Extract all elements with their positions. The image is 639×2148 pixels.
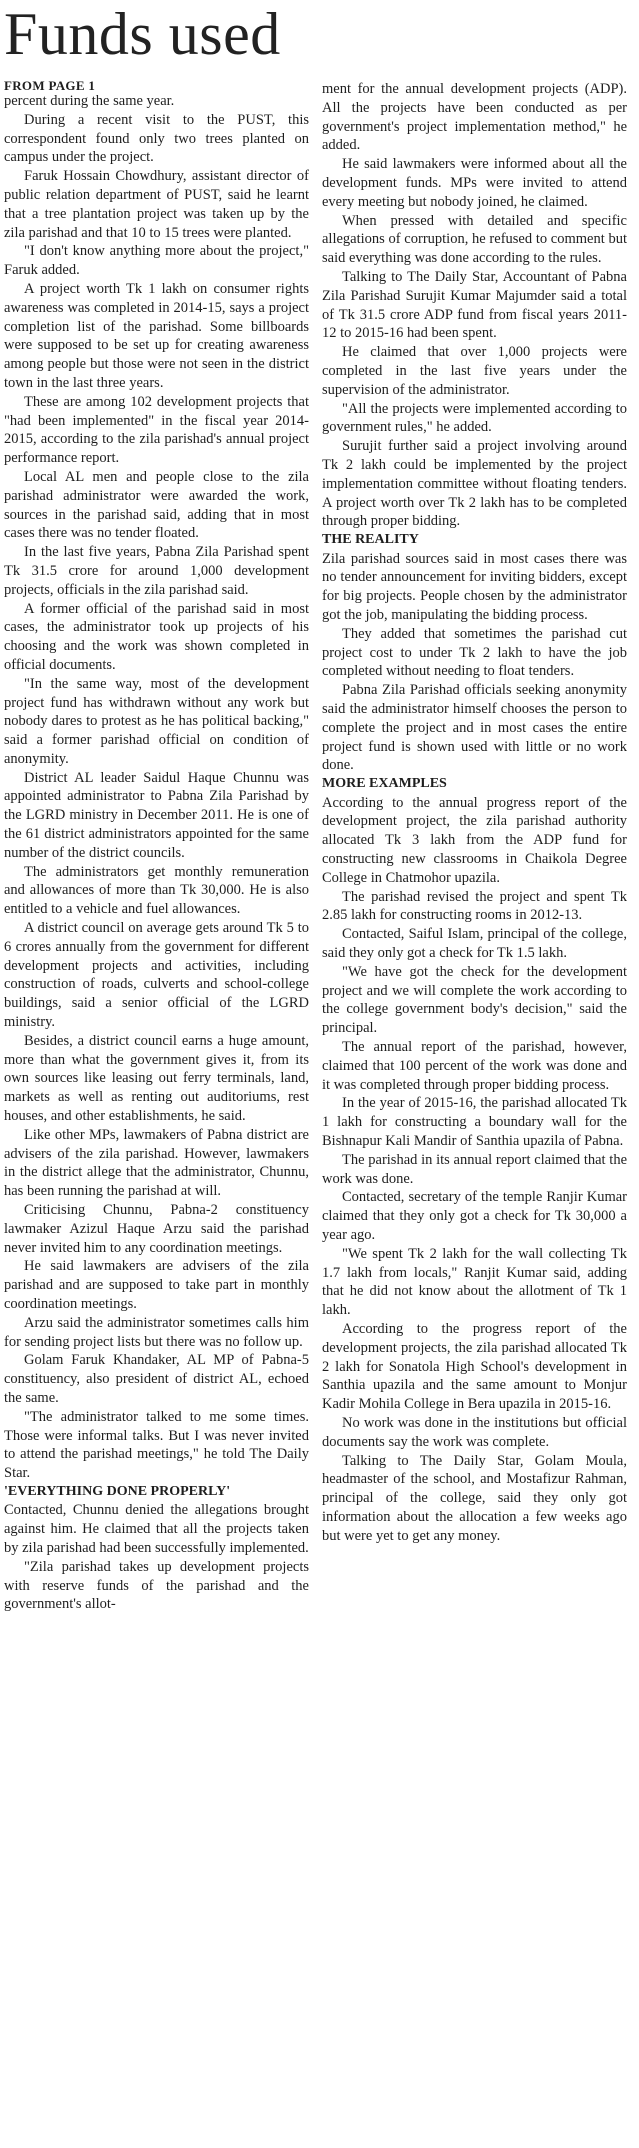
article-paragraph: The parishad in its annual report claimed that the work was done. xyxy=(322,1151,627,1187)
article-paragraph: Zila parishad sources said in most cases there was no tender announcement for inviting bidders, except for big projects. People chosen by the administrator got the job, manipulating the bidding process. xyxy=(322,550,627,624)
article-paragraph: In the year of 2015-16, the parishad allocated Tk 1 lakh for constructing a boundary wall for the Bishnapur Kali Mandir of Santhia upazila of Pabna. xyxy=(322,1095,627,1150)
left-column-body xyxy=(4,92,309,1614)
section-subhead: 'EVERYTHING DONE PROPERLY' xyxy=(4,1483,231,1499)
article-paragraph: The administrators get monthly remuneration and allowances of more than Tk 30,000. He is also entitled to a vehicle and fuel allowances. xyxy=(4,863,309,918)
article-paragraph: In the last five years, Pabna Zila Parishad spent Tk 31.5 crore for around 1,000 development projects, officials in the zila parishad said. xyxy=(4,544,309,598)
article-paragraph: A former official of the parishad said in most cases, the administrator took up projects of his choosing and the work was shown completed in official documents. xyxy=(4,600,309,673)
article-paragraph: They added that sometimes the parishad cut project cost to under Tk 2 lakh to have the job completed without needing to float tenders. xyxy=(322,625,627,680)
article-paragraph: The annual report of the parishad, however, claimed that 100 percent of the work was done and it was completed through proper bidding process. xyxy=(322,1039,627,1093)
article-paragraph: Contacted, Chunnu denied the allegations brought against him. He claimed that all the projects taken by zila parishad had been successfully implemented. xyxy=(4,1502,309,1557)
article-paragraph: The parishad revised the project and spent Tk 2.85 lakh for constructing rooms in 2012-13. xyxy=(322,888,627,924)
article-paragraph: During a recent visit to the PUST, this correspondent found only two trees planted on campus under the project. xyxy=(4,111,309,166)
article-column-right xyxy=(322,80,627,1546)
article-paragraph: Local AL men and people close to the zila parishad administrator were awarded the work, sources in the parishad said, adding that in most cases there was no tender floated. xyxy=(4,468,309,542)
article-paragraph: "I don't know anything more about the project," Faruk added. xyxy=(4,243,309,279)
article-column-left xyxy=(4,80,309,1614)
article-paragraph: Like other MPs, lawmakers of Pabna district are advisers of the zila parishad. However, lawmakers in the district allege that the administrator, Chunnu, has been running the parishad at will. xyxy=(4,1126,309,1200)
article-paragraph: "Zila parishad takes up development projects with reserve funds of the parishad and the government's allot- xyxy=(4,1558,309,1613)
article-paragraph: "All the projects were implemented according to government rules," he added. xyxy=(322,400,627,436)
right-column-body xyxy=(322,80,627,1546)
article-paragraph: When pressed with detailed and specific allegations of corruption, he refused to comment but said everything was done according to the rules. xyxy=(322,212,627,267)
section-subhead: MORE EXAMPLES xyxy=(322,776,447,792)
article-paragraph: Criticising Chunnu, Pabna-2 constituency lawmaker Azizul Haque Arzu said the parishad never invited him to any coordination meetings. xyxy=(4,1202,309,1256)
article-paragraph: These are among 102 development projects that "had been implemented" in the fiscal year 2014-2015, according to the zila parishad's annual project performance report. xyxy=(4,393,309,467)
article-paragraph: "In the same way, most of the development project fund has withdrawn without any work but nobody dares to protest as he has political backing," said a former parishad official on condition of anonymity. xyxy=(4,675,309,767)
article-paragraph: Talking to The Daily Star, Accountant of Pabna Zila Parishad Surujit Kumar Majumder said a total of Tk 31.5 crore ADP fund from fiscal years 2011-12 to 2015-16 had been spent. xyxy=(322,268,627,342)
article-paragraph: According to the annual progress report of the development project, the zila parishad authority allocated Tk 3 lakh from the ADP fund for constructing new classrooms in Chaikola Degree College in Chatmohor upazila. xyxy=(322,794,627,886)
article-paragraph: He said lawmakers were informed about all the development funds. MPs were invited to attend every meeting but nobody joined, he claimed. xyxy=(322,156,627,210)
article-paragraph: Arzu said the administrator sometimes calls him for sending project lists but there was no follow up. xyxy=(4,1314,309,1350)
section-subhead: THE REALITY xyxy=(322,532,419,548)
article-paragraph: Talking to The Daily Star, Golam Moula, headmaster of the school, and Mostafizur Rahman, principal of the college, said they only got information about the allocation a few weeks ago but were yet to get any money. xyxy=(322,1452,627,1544)
article-paragraph: Golam Faruk Khandaker, AL MP of Pabna-5 constituency, also president of district AL, echoed the same. xyxy=(4,1352,309,1406)
article-paragraph: Surujit further said a project involving around Tk 2 lakh could be implemented by the project implementation committee without floating tenders. A project worth over Tk 2 lakh has to be completed through proper bidding. xyxy=(322,438,627,530)
article-paragraph: District AL leader Saidul Haque Chunnu was appointed administrator to Pabna Zila Parishad by the LGRD ministry in December 2011. He is one of the 61 district administrators appointed for the same number of the district councils. xyxy=(4,769,309,861)
article-paragraph: According to the progress report of the development projects, the zila parishad allocated Tk 2 lakh for Sonatola High School's development in Santhia upazila and the same amount to Monjur Kadir Mohila College in Bera upazila in 2015-16. xyxy=(322,1321,627,1413)
article-paragraph: A district council on average gets around Tk 5 to 6 crores annually from the government for different development projects and activities, including construction of roads, culverts and school-college buildings, said a senior official of the LGRD ministry. xyxy=(4,920,309,1031)
article-paragraph: No work was done in the institutions but official documents say the work was complete. xyxy=(322,1414,627,1450)
article-paragraph: He said lawmakers are advisers of the zila parishad and are supposed to take part in monthly coordination meetings. xyxy=(4,1258,309,1312)
article-paragraph: Besides, a district council earns a huge amount, more than what the government gives it, from its own sources like leasing out ferry terminals, land, markets as well as renting out auditoriums, rest houses, and other establishments, he said. xyxy=(4,1032,309,1125)
article-paragraph: Contacted, Saiful Islam, principal of the college, said they only got a check for Tk 1.5 lakh. xyxy=(322,926,627,962)
article-paragraph: "The administrator talked to me some times. Those were informal talks. But I was never invited to attend the parishad meetings," he told The Daily Star. xyxy=(4,1408,309,1482)
article-paragraph: He claimed that over 1,000 projects were completed in the last five years under the supervision of the administrator. xyxy=(322,344,627,398)
article-paragraph: "We have got the check for the development project and we will complete the work according to the college government body's decision," said the principal. xyxy=(322,963,627,1037)
article-paragraph: Faruk Hossain Chowdhury, assistant director of public relation department of PUST, said he learnt that a tree plantation project was taken up by the zila parishad and that 10 to 15 trees were planted. xyxy=(4,168,309,241)
article-paragraph: Contacted, secretary of the temple Ranjir Kumar claimed that they only got a check for Tk 30,000 a year ago. xyxy=(322,1189,627,1244)
article-paragraph: ment for the annual development projects (ADP). All the projects have been conducted as per government's project implementation method," he added. xyxy=(322,81,627,154)
article-paragraph: percent during the same year. xyxy=(4,93,175,109)
headline: Funds used xyxy=(4,1,281,67)
article-paragraph: A project worth Tk 1 lakh on consumer rights awareness was completed in 2014-15, says a project completion list of the parishad. Some billboards were supposed to be set up for creating awareness among people but those were not seen in the district town in the last three years. xyxy=(4,280,309,391)
article-paragraph: "We spent Tk 2 lakh for the wall collecting Tk 1.7 lakh from locals," Ranjit Kumar said, adding that he did not know about the allotment of Tk 1 lakh. xyxy=(322,1245,627,1319)
kicker-from-page: FROM PAGE 1 xyxy=(4,78,96,93)
article-paragraph: Pabna Zila Parishad officials seeking anonymity said the administrator himself chooses the person to complete the project and in most cases the entire project fund is shown used with little or no work done. xyxy=(322,682,627,774)
